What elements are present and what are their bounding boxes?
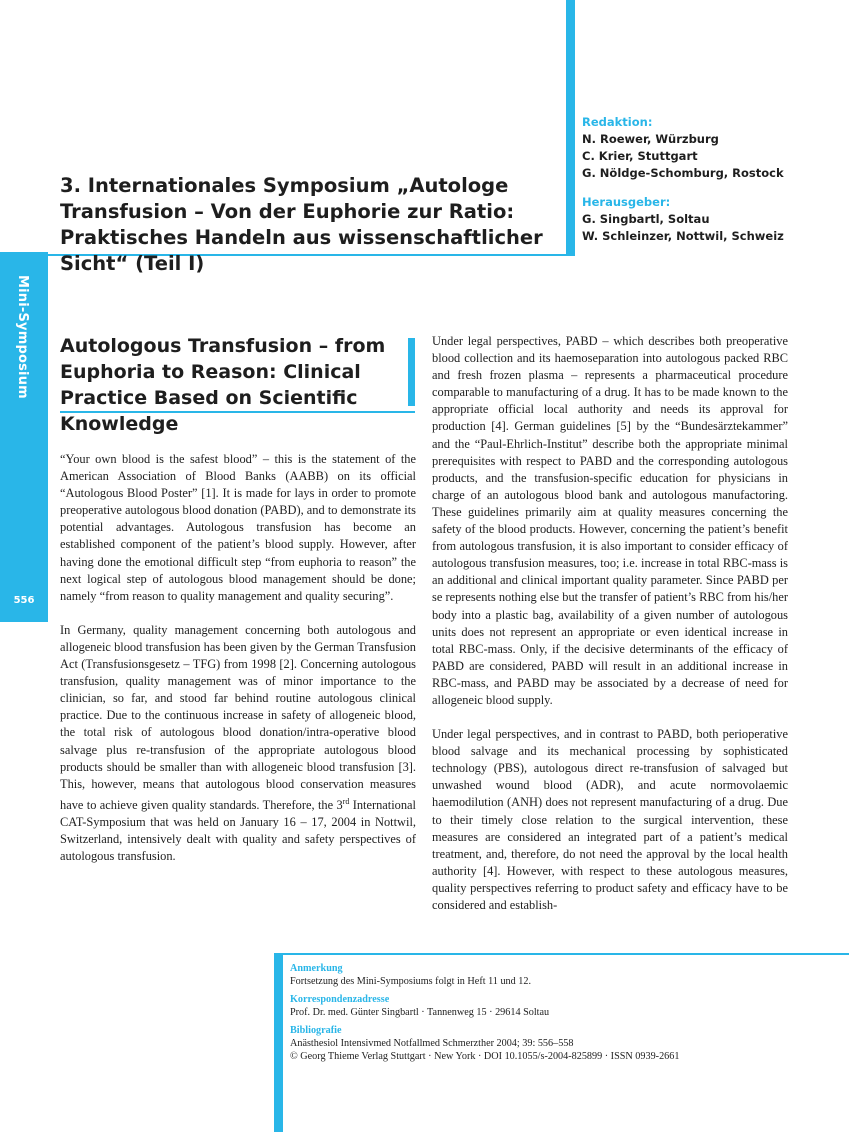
notes-box: [290, 963, 840, 1069]
editors-block: [582, 114, 844, 245]
herausgeber-name: G. Singbartl, Soltau: [582, 212, 710, 226]
bibliografie-text: © Georg Thieme Verlag Stuttgart · New York · DOI 10.1055/s-2004-825899 · ISSN 0939-2661: [290, 1050, 680, 1062]
korrespondenz-text: Prof. Dr. med. Günter Singbartl · Tannenweg 15 · 29614 Soltau: [290, 1006, 550, 1018]
article-title-divider: [60, 411, 415, 413]
article-title: Autologous Transfusion – from Euphoria to Reason: Clinical Practice Based on Scientific Knowledge: [60, 335, 386, 435]
page-number: 556: [13, 595, 35, 606]
herausgeber-name: W. Schleinzer, Nottwil, Schweiz: [582, 229, 784, 243]
redaktion-name: C. Krier, Stuttgart: [582, 149, 698, 163]
bibliografie-text: Anästhesiol Intensivmed Notfallmed Schmerzther 2004; 39: 556–558: [290, 1037, 574, 1049]
paragraph: “Your own blood is the safest blood” – this is the statement of the American Association of Blood Banks (AABB) on its official “Autologous Blood Poster” [1]. It is made for lays in order to promote preoperative autologous blood donation (PABD), and to demonstrate its potential advantages. Autologous transfusion has become an established component of the patient’s blood supply. However, after having done the emotional difficult step “from euphoria to reason” the next logical step of autologous blood management should be done; namely “from reason to quality management and quality securing”.: [60, 452, 416, 603]
korrespondenz-label: Korrespondenzadresse: [290, 994, 390, 1006]
symposium-title: 3. Internationales Symposium „Autologe Transfusion – Von der Euphorie zur Ratio: Praktisches Handeln aus wissenschaftlicher Sicht“ (Teil I): [60, 174, 543, 275]
anmerkung-text: Fortsetzung des Mini-Symposiums folgt in Heft 11 und 12.: [290, 975, 532, 987]
paragraph: Under legal perspectives, PABD – which describes both preoperative blood collection and its haemoseparation into autologous packed RBC and fresh frozen plasma – represents a pharmaceutical procedure comparable to manufacturing of a drug. It has to be made known to the appropriate official local authority and needs its approval for production [4]. German guidelines [5] by the “Bundesärztekammer” and the “Paul-Ehrlich-Institut” describe both the appropriate minimal prerequisites with respect to PABD and the corresponding autologous products, and the transfusion-specific education for physicians in charge of an autologous blood bank and autologous manufactoring. These guidelines primarily aim at quality measures concerning the safety of the blood products. However, concerning the patient’s benefit from autologous transfusion, it is also important to consider efficacy of autologous transfusion measures, too; i.e. increase in total RBC-mass is an additional and clinical important quality parameter. Since PABD per se represents nothing else but the transfer of patient’s RBC from his/her body into a plastic bag, availability of a given number of autologous units does not represent an appropriate or even identical increase in total RBC-mass. Only, if the decisive determinants of the efficacy of PABD are considered, PABD will result in an additional increase in RBC-mass, and PABD may be associated by a decrease of need for allogeneic blood supply.: [432, 334, 788, 707]
notes-divider: [274, 953, 849, 955]
article-title-accent-bar: [408, 338, 415, 406]
side-tab-label: Mini-Symposium: [15, 275, 30, 399]
notes-accent-bar: [274, 953, 283, 1132]
redaktion-name: G. Nöldge-Schomburg, Rostock: [582, 166, 784, 180]
header-accent-bar: [566, 0, 575, 256]
herausgeber-label: Herausgeber:: [582, 195, 671, 209]
paragraph: Under legal perspectives, and in contrast to PABD, both perioperative blood salvage and its mechanical processing by sophisticated technology (PBS), autologous direct re-transfusion of salvaged but unwashed wound blood (ADR), and acute normovolaemic haemodilution (ANH) does not represent manufacturing of a drug. Due to their timely close relation to the surgical intervention, these measures are considered an integrated part of a patient’s medical treatment, and, therefore, do not need the approval by the local health authority [4]. However, with respect to these autologous measures, quality perspectives referring to product safety and efficacy have to be considered and establish-: [432, 727, 788, 912]
right-column: [432, 333, 788, 914]
anmerkung-label: Anmerkung: [290, 963, 343, 974]
redaktion-name: N. Roewer, Würzburg: [582, 132, 719, 146]
redaktion-label: Redaktion:: [582, 115, 653, 129]
left-column: [60, 451, 416, 882]
bibliografie-label: Bibliografie: [290, 1025, 342, 1037]
paragraph: In Germany, quality management concerning both autologous and allogeneic blood transfusion has been given by the German Transfusion Act (Transfusionsgesetz – TFG) from 1998 [2]. Concerning autologous transfusion, quality management was of minor importance to the clinician, so far, and stood far behind routine autologous clinical practice. Due to the continuous increase in safety of allogeneic blood, the total risk of autologous blood donation/intra-operative blood salvage plus re-transfusion of the appropriate autologous blood products should be smaller than with allogeneic blood transfusion [3]. This, however, means that autologous blood conservation measures have to achieve given quality standards. Therefore, the 3rd International CAT-Symposium that was held on January 16 – 17, 2004 in Nottwil, Switzerland, intensively dealt with quality and safety perspectives of autologous transfusion.: [60, 622, 416, 864]
